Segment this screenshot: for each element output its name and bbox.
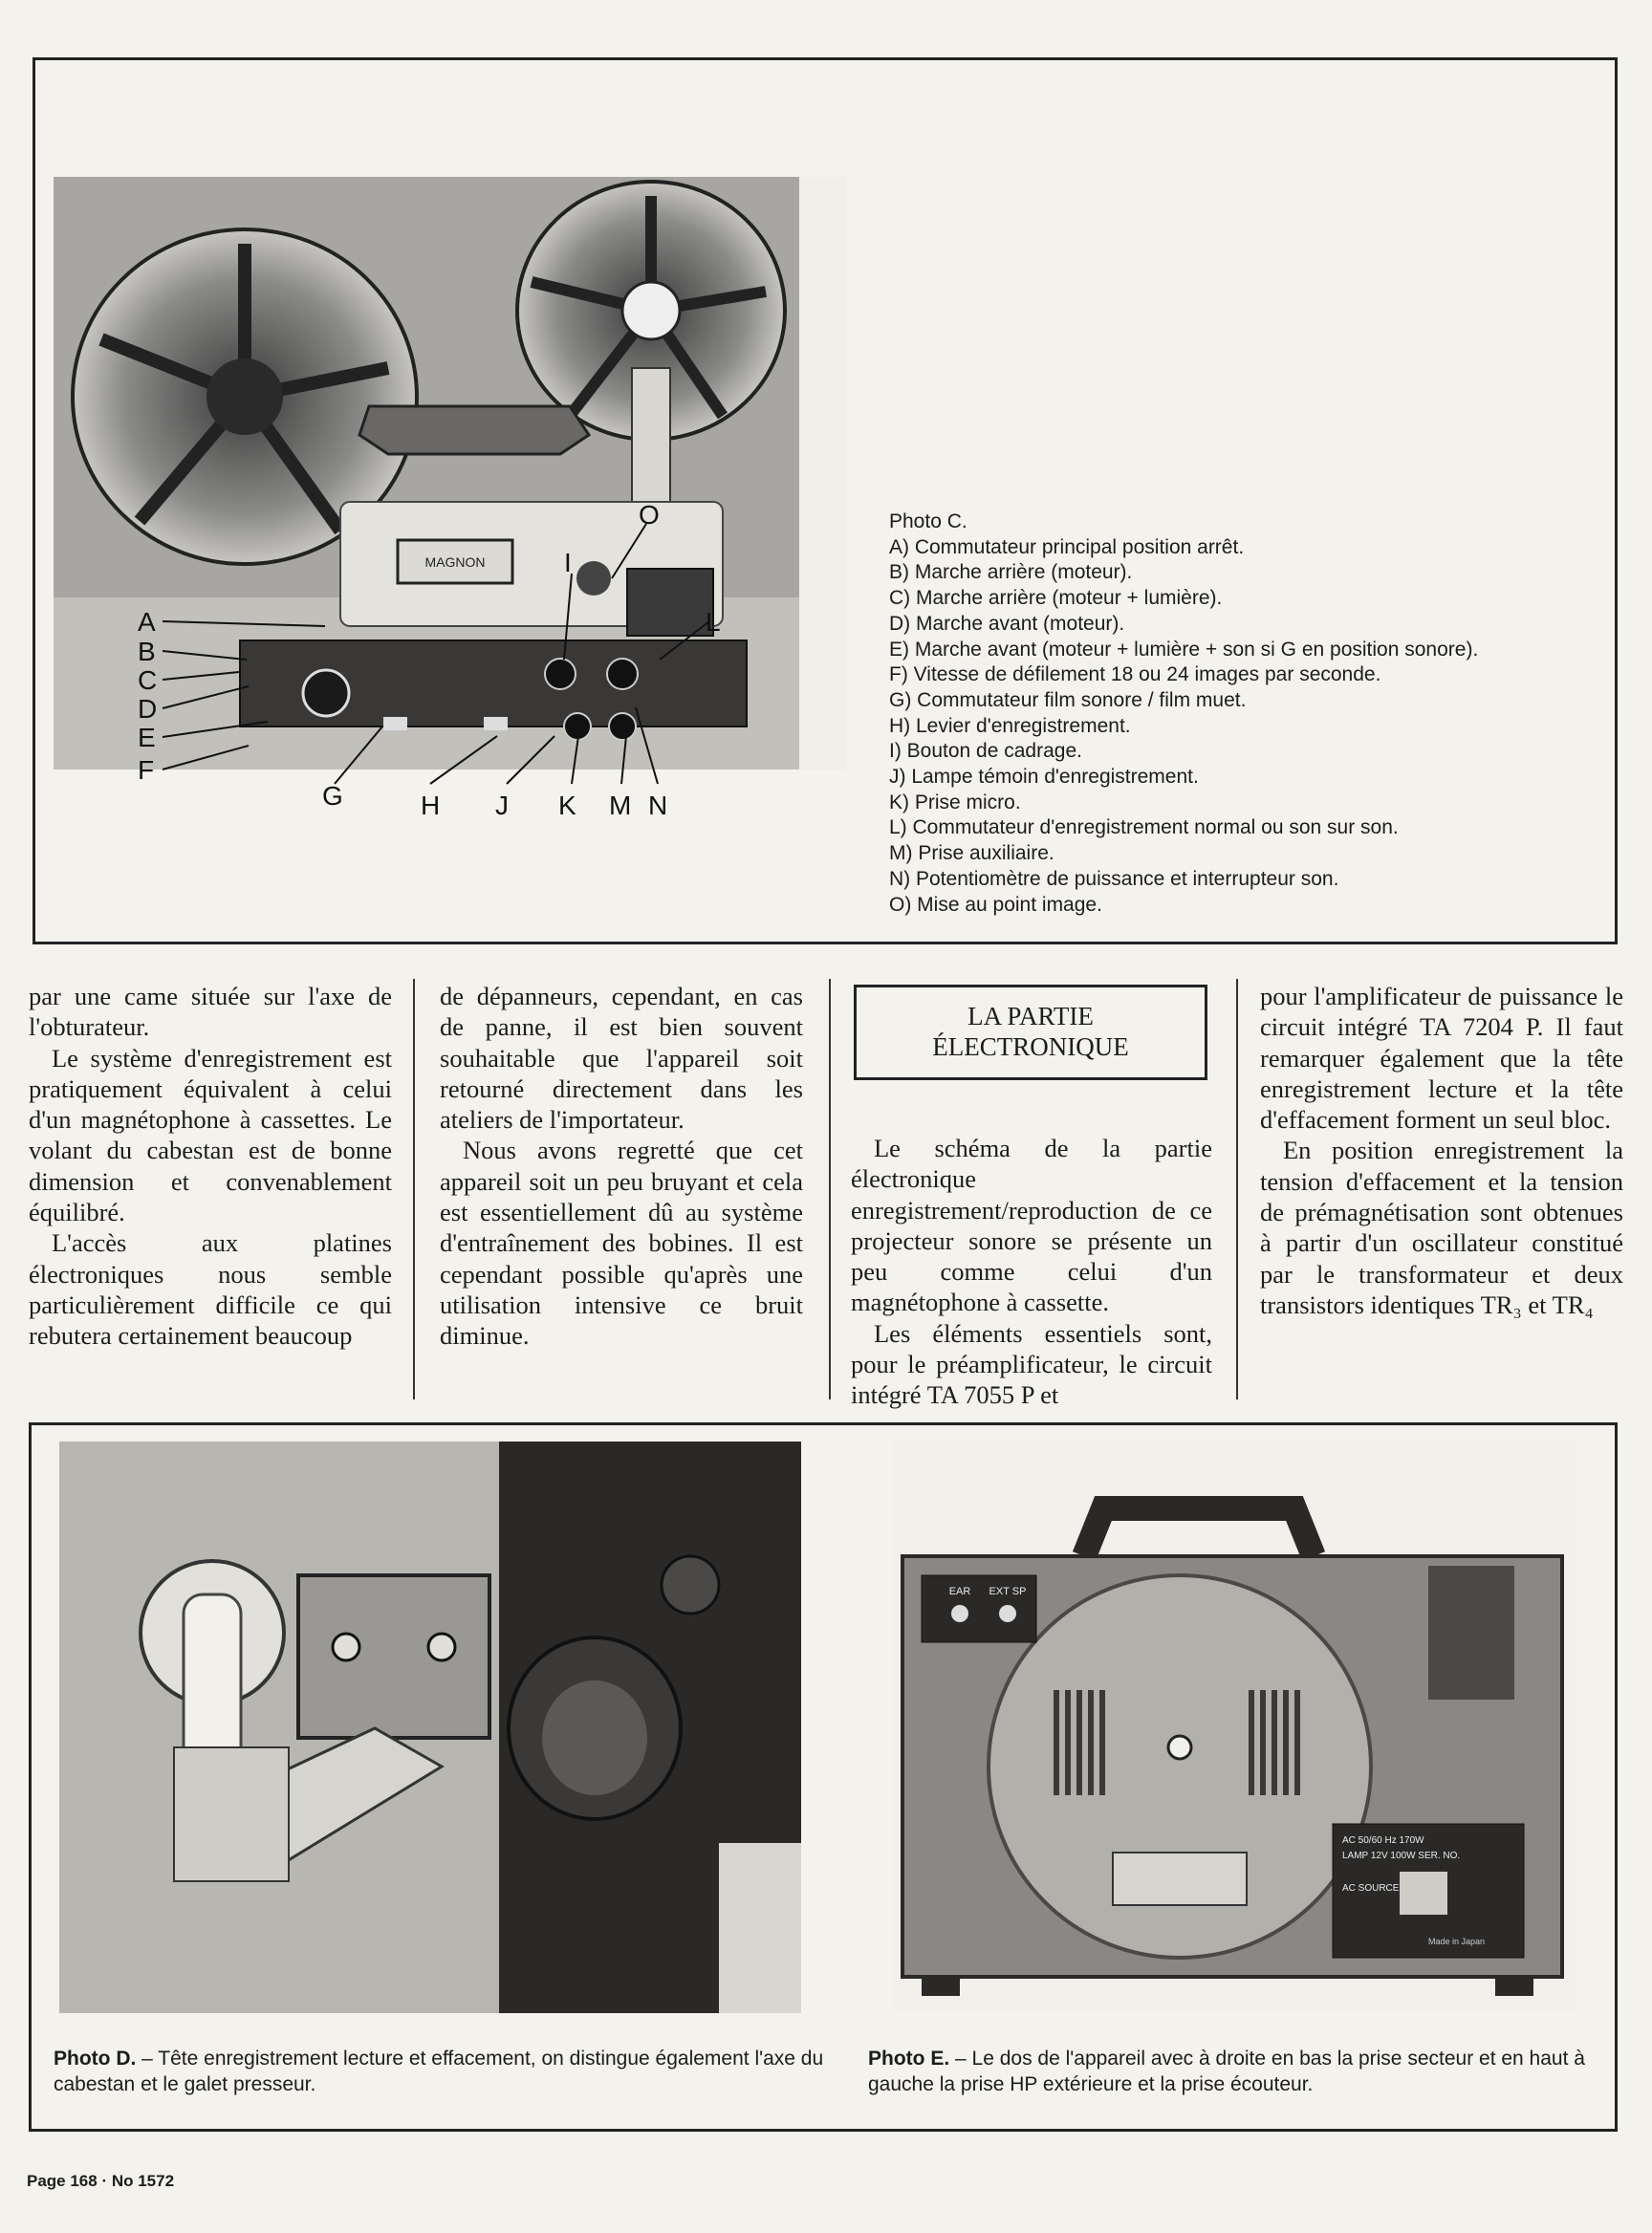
paragraph: Nous avons regretté que cet appareil soit un peu bruyant et cela est essentiellement dû au système d'entraînement des bobines. Il est cependant possible qu'après une utilisation intensive ce bruit diminue. (440, 1136, 803, 1351)
legend-item: G) Commutateur film sonore / film muet. (889, 688, 1247, 711)
jack-ear-label: EAR (948, 1586, 971, 1597)
page-footer: Page 168 · No 1572 (27, 2172, 175, 2190)
photo-e-back-panel (893, 1442, 1577, 2011)
heading-line: ÉLECTRONIQUE (932, 1032, 1129, 1061)
caption-text: – Tête enregistrement lecture et effacement, on distingue également l'axe du cabestan et le galet presseur. (54, 2048, 824, 2095)
article-column-1 (29, 981, 392, 1352)
photo-d-mechanism (59, 1442, 801, 2013)
caption-label: Photo D. (54, 2048, 137, 2070)
legend-item: N) Potentiomètre de puissance et interrupteur son. (889, 867, 1339, 890)
paragraph: Le schéma de la partie électronique enregistrement/reproduction de ce projecteur sonore se présente un peu comme celui d'un magnétophone à cassette. (851, 1134, 1212, 1317)
callout-g: G (322, 781, 343, 811)
callout-b: B (138, 637, 156, 666)
paragraph: de dépanneurs, cependant, en cas de panne, il est bien souvent souhaitable que l'appareil soit retourné directement dans les ateliers de l'importateur. (440, 982, 803, 1135)
article-column-3 (851, 1133, 1212, 1411)
legend-item: E) Marche avant (moteur + lumière + son si G en position sonore). (889, 638, 1479, 661)
mechanism-illustration (59, 1442, 801, 2013)
legend-item: C) Marche arrière (moteur + lumière). (889, 587, 1223, 610)
article-column-2 (440, 981, 803, 1352)
paragraph: L'accès aux platines électroniques nous semble particulièrement difficile ce qui rebutera certainement beaucoup (29, 1228, 392, 1351)
legend-item: I) Bouton de cadrage. (889, 740, 1082, 763)
column-divider (413, 979, 415, 1399)
callout-f: F (138, 755, 155, 785)
jack-ext-label: EXT SP (989, 1586, 1027, 1597)
legend-title: Photo C. (889, 510, 967, 532)
callout-c: C (138, 665, 158, 695)
legend-item: A) Commutateur principal position arrêt. (889, 535, 1245, 558)
legend-item: K) Prise micro. (889, 791, 1021, 813)
callout-i: I (564, 548, 572, 577)
socket-label: AC SOURCE (1342, 1883, 1400, 1894)
device-brand-label: MAGNON (424, 554, 486, 570)
back-panel-illustration (893, 1442, 1577, 2011)
photo-c-legend (889, 509, 1558, 918)
paragraph: En position enregistrement la tension d'effacement et la tension de prémagnétisation sont obtenues à partir d'un oscillateur constitué par le transformateur et deux transistors identiques TR₃ et TR₄ (1260, 1136, 1623, 1319)
callout-j: J (495, 791, 509, 820)
callout-h: H (421, 791, 441, 820)
paragraph: par une came située sur l'axe de l'obturateur. (29, 982, 392, 1042)
legend-item: M) Prise auxiliaire. (889, 842, 1054, 865)
made-in-label: Made in Japan (1428, 1937, 1486, 1946)
paragraph: Les éléments essentiels sont, pour le préamplificateur, le circuit intégré TA 7055 P et (851, 1318, 1212, 1410)
callout-m: M (609, 791, 632, 820)
callout-n: N (648, 791, 668, 820)
callout-e: E (138, 723, 156, 752)
legend-item: H) Levier d'enregistrement. (889, 714, 1131, 737)
callout-a: A (138, 607, 156, 637)
plate-line-2: LAMP 12V 100W SER. NO. (1342, 1851, 1461, 1861)
section-heading (854, 985, 1207, 1080)
caption-text: – Le dos de l'appareil avec à droite en bas la prise secteur et en haut à gauche la prise HP extérieure et la prise écouteur. (868, 2048, 1585, 2095)
callout-o: O (639, 500, 660, 530)
legend-item: L) Commutateur d'enregistrement normal ou son sur son. (889, 816, 1399, 839)
plate-line-1: AC 50/60 Hz 170W (1342, 1835, 1424, 1846)
legend-item: F) Vitesse de défilement 18 ou 24 images par seconde. (889, 663, 1381, 686)
paragraph: pour l'amplificateur de puissance le circuit intégré TA 7204 P. Il faut remarquer également que la tête enregistrement lecture et la tête d'effacement forment un seul bloc. (1260, 982, 1623, 1135)
column-divider (1236, 979, 1238, 1399)
callout-d: D (138, 694, 158, 724)
photo-e-caption (868, 2046, 1604, 2097)
legend-item: O) Mise au point image. (889, 893, 1102, 916)
legend-item: B) Marche arrière (moteur). (889, 561, 1133, 584)
legend-item: D) Marche avant (moteur). (889, 612, 1125, 635)
paragraph: Le système d'enregistrement est pratiquement équivalent à celui d'un magnétophone à cassettes. Le volant du cabestan est de bonne dimension et convenablement équilibré. (29, 1043, 392, 1227)
photo-d-caption (54, 2046, 828, 2097)
column-divider (829, 979, 831, 1399)
article-column-4 (1260, 981, 1623, 1320)
caption-label: Photo E. (868, 2048, 950, 2070)
legend-item: J) Lampe témoin d'enregistrement. (889, 766, 1199, 789)
heading-line: LA PARTIE (967, 1002, 1094, 1030)
callout-k: K (558, 791, 576, 820)
callout-l: L (706, 607, 721, 637)
